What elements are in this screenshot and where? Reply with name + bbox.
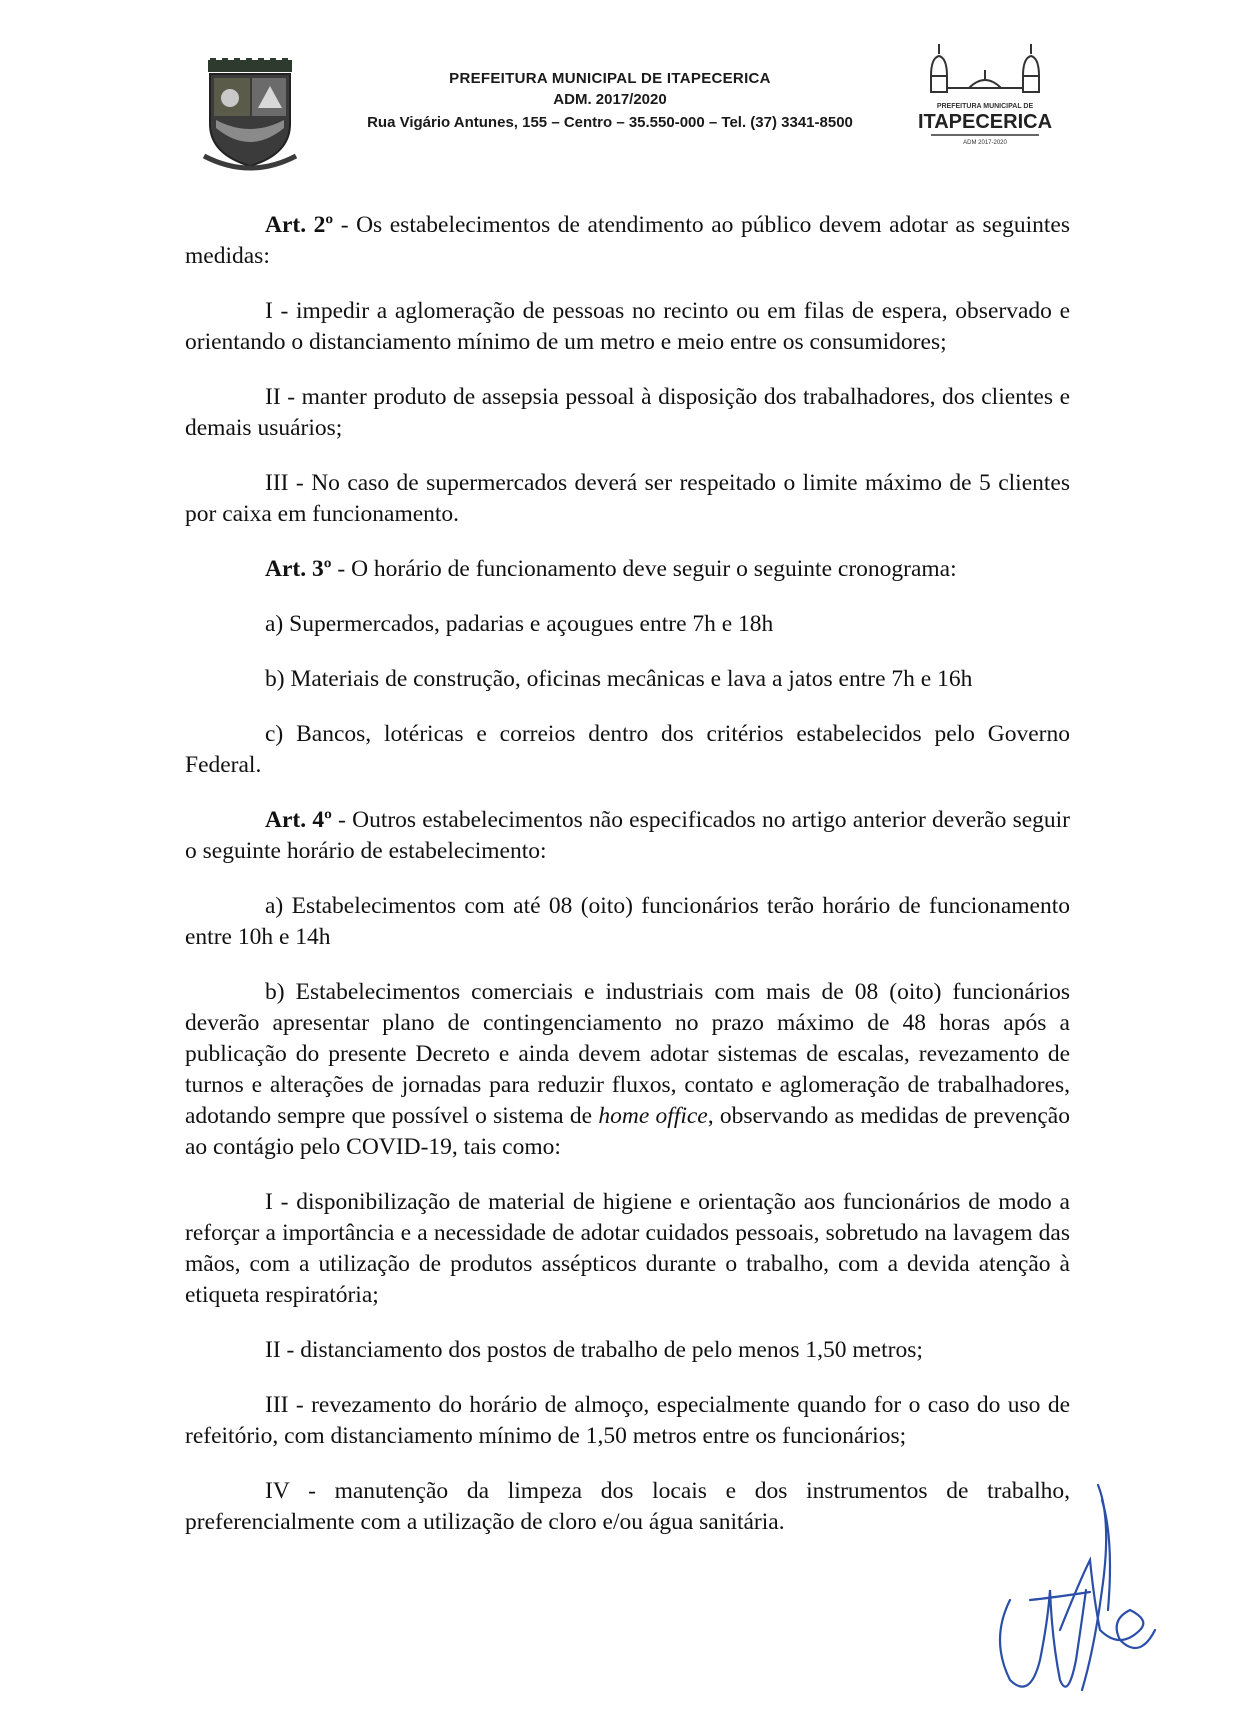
article-3-item-c: c) Bancos, lotéricas e correios dentro dos critérios estabelecidos pelo Governo Federal. <box>185 721 1070 778</box>
article-3 <box>185 554 1070 585</box>
article-3-item-b: b) Materiais de construção, oficinas mecânicas e lava a jatos entre 7h e 16h <box>265 666 973 692</box>
article-2-separator: - <box>333 212 357 238</box>
article-3-text: O horário de funcionamento deve seguir o seguinte cronograma: <box>351 556 957 582</box>
article-4-separator: - <box>331 807 353 833</box>
municipal-coat-of-arms-icon <box>200 58 300 170</box>
article-3-item-a: a) Supermercados, padarias e açougues entre 7h e 18h <box>265 611 774 637</box>
letterhead <box>330 70 890 131</box>
article-2-item-3: III - No caso de supermercados deverá ser respeitado o limite máximo de 5 clientes por caixa em funcionamento. <box>185 470 1070 527</box>
article-4-item-b-text-2: , observando as medidas de prevenção ao contágio pelo COVID-19, tais como: <box>185 1103 1070 1160</box>
article-3-label: Art. 3º <box>265 556 332 582</box>
administration-period: ADM. 2017/2020 <box>553 91 667 108</box>
decree-body <box>185 210 1070 1562</box>
institution-name: PREFEITURA MUNICIPAL DE ITAPECERICA <box>449 70 771 87</box>
article-2-item-1: I - impedir a aglomeração de pessoas no recinto ou em filas de espera, observado e orientando o distanciamento mínimo de um metro e meio entre os consumidores; <box>185 298 1070 355</box>
article-4-item-b-italic: home office <box>598 1103 708 1129</box>
article-4-subitem-1: I - disponibilização de material de higiene e orientação aos funcionários de modo a reforçar a importância e a necessidade de adotar cuidados pessoais, sobretudo na lavagem das mãos, com a utilização de produtos assépticos durante o trabalho, com a devida atenção à etiqueta respiratória; <box>185 1189 1070 1308</box>
article-2-text: Os estabelecimentos de atendimento ao público devem adotar as seguintes medidas: <box>185 212 1070 269</box>
institution-address: Rua Vigário Antunes, 155 – Centro – 35.550-000 – Tel. (37) 3341-8500 <box>367 114 853 131</box>
article-4-subitem-2: II - distanciamento dos postos de trabalho de pelo menos 1,50 metros; <box>265 1337 923 1363</box>
article-4-item-b-text-1: b) Estabelecimentos comerciais e industriais com mais de 08 (oito) funcionários deverão apresentar plano de contingenciamento no prazo máximo de 48 horas após a publicação do presente Decreto e ainda devem adotar sistemas de escalas, revezamento de turnos e alterações de jornadas para reduzir fluxos, contato e aglomeração de trabalhadores, adotando sempre que possível o sistema de <box>185 979 1070 1129</box>
administration-logo-icon <box>917 40 1053 150</box>
article-2-item-2: II - manter produto de assepsia pessoal à disposição dos trabalhadores, dos clientes e demais usuários; <box>185 384 1070 441</box>
article-4-item-a: a) Estabelecimentos com até 08 (oito) funcionários terão horário de funcionamento entre 10h e 14h <box>185 893 1070 950</box>
article-4-subitem-3: III - revezamento do horário de almoço, especialmente quando for o caso do uso de refeitório, com distanciamento mínimo de 1,50 metros entre os funcionários; <box>185 1392 1070 1449</box>
logo-caption-big: ITAPECERICA <box>917 111 1053 133</box>
article-4-label: Art. 4º <box>265 807 332 833</box>
article-3-separator: - <box>331 556 352 582</box>
article-2-label: Art. 2º <box>265 212 334 238</box>
article-2 <box>185 210 1070 272</box>
logo-caption-adm: ADM 2017-2020 <box>963 140 1007 146</box>
article-4 <box>185 805 1070 867</box>
logo-caption-small: PREFEITURA MUNICIPAL DE <box>936 103 1034 110</box>
handwritten-signature-icon <box>990 1480 1160 1710</box>
article-4-subitem-4: IV - manutenção da limpeza dos locais e dos instrumentos de trabalho, preferencialmente com a utilização de cloro e/ou água sanitária. <box>185 1478 1070 1535</box>
article-4-item-b <box>185 977 1070 1163</box>
article-4-text: Outros estabelecimentos não especificados no artigo anterior deverão seguir o seguinte horário de estabelecimento: <box>185 807 1070 864</box>
